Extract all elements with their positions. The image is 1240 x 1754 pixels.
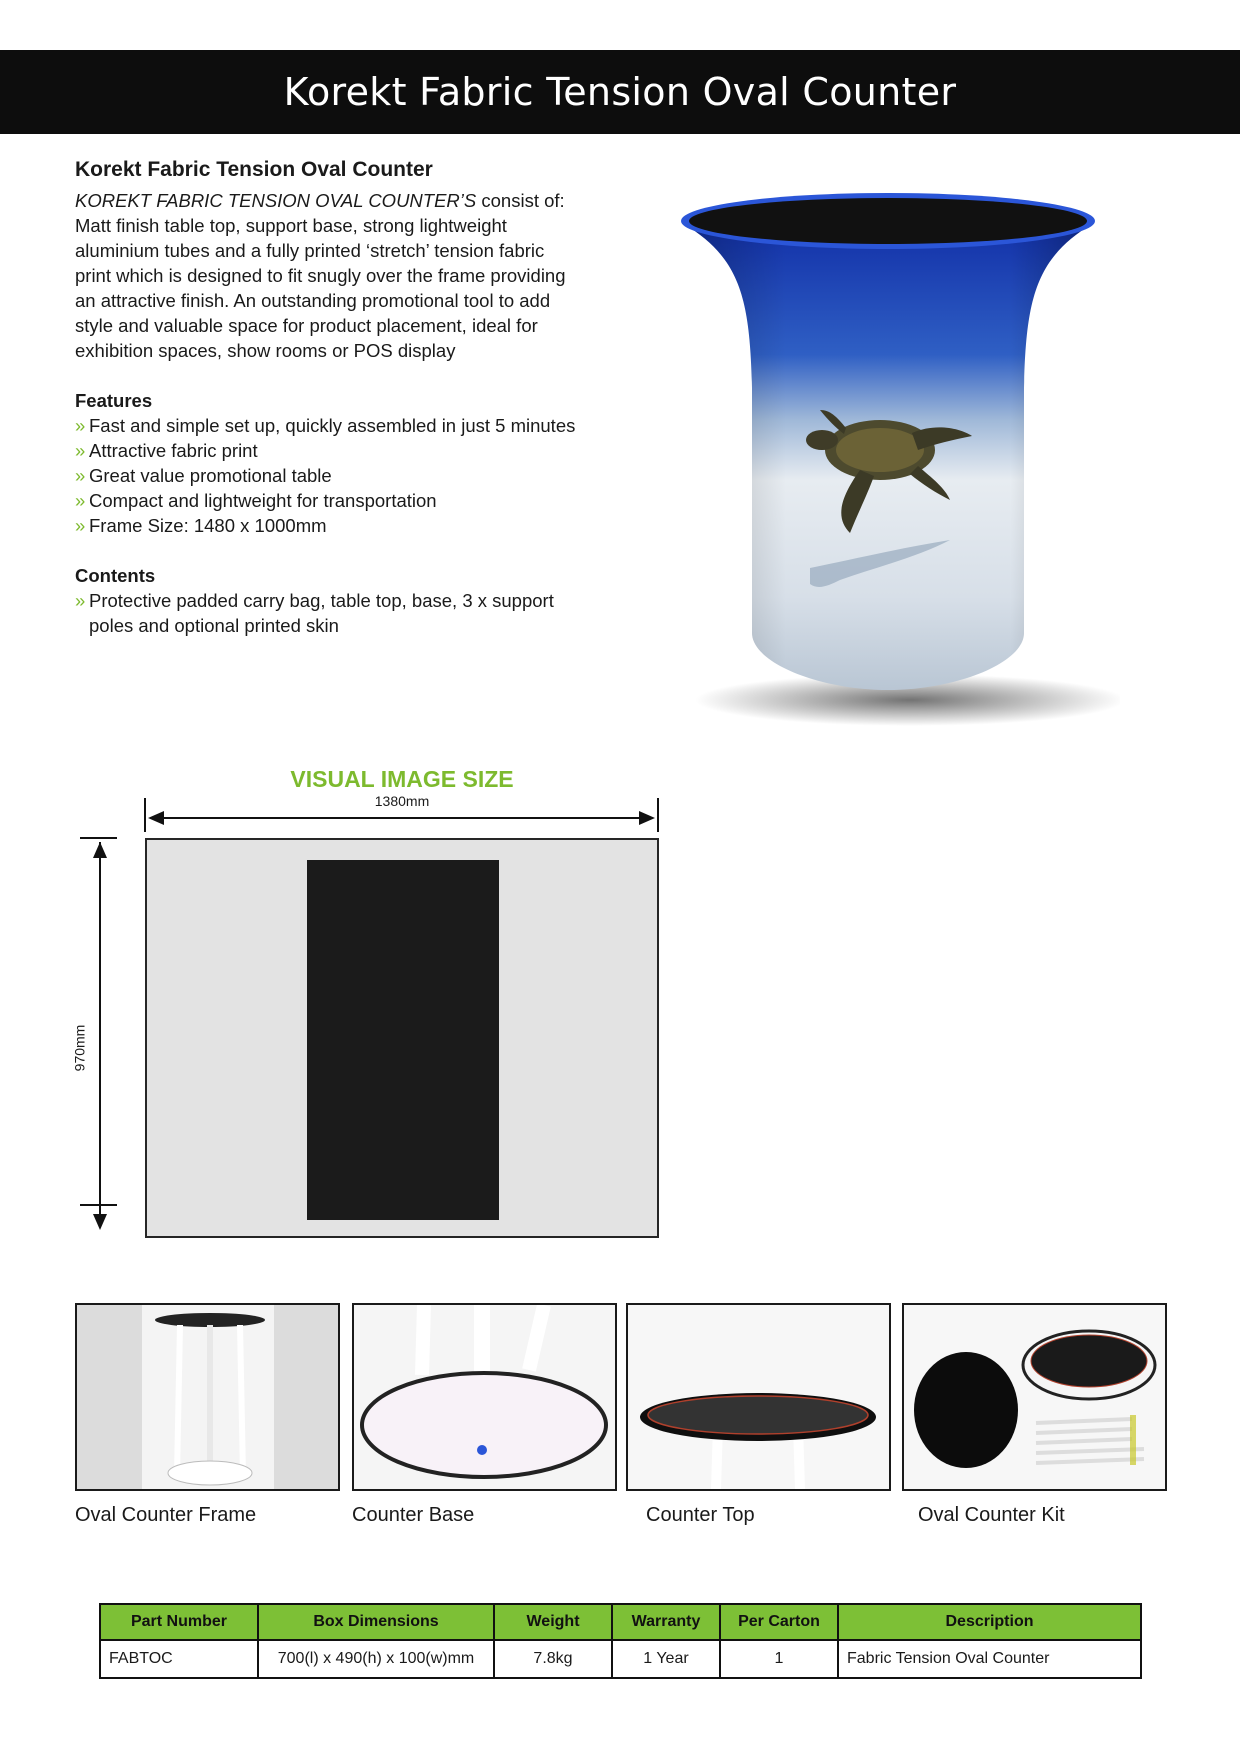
visual-image-size-title: VISUAL IMAGE SIZE — [290, 766, 514, 792]
bullet-icon: » — [75, 515, 86, 536]
column-header: Box Dimensions — [258, 1604, 494, 1640]
counter-top-image — [626, 1303, 891, 1491]
features-heading: Features — [75, 390, 153, 411]
intro-section — [75, 157, 585, 638]
column-header: Part Number — [100, 1604, 258, 1640]
table-cell: 7.8kg — [494, 1640, 612, 1678]
intro-body: consist of: Matt finish table top, support base, strong lightweight aluminium tubes and a fully printed ‘stretch’ tension fabric print which is designed to fit snugly over the frame providing an attractive finish. An outstanding promotional tool to add style and valuable space for product placement, ideal for exhibition spaces, show rooms or POS display — [75, 190, 566, 361]
oval-counter-image — [660, 188, 1120, 728]
bullet-icon: » — [75, 490, 86, 511]
header-bar — [0, 50, 1240, 134]
thumb-caption: Counter Top — [646, 1504, 755, 1526]
features-list — [75, 413, 585, 538]
table-cell: Fabric Tension Oval Counter — [838, 1640, 1141, 1678]
intro-heading: Korekt Fabric Tension Oval Counter — [75, 158, 433, 181]
width-dimension-label: 1380mm — [374, 793, 430, 809]
table-cell: 1 — [720, 1640, 838, 1678]
contents-heading: Contents — [75, 565, 156, 586]
feature-item: » Great value promotional table — [75, 465, 332, 486]
contents-item: » Protective padded carry bag, table top, base, 3 x support poles and optional printed skin — [75, 590, 554, 636]
column-header: Warranty — [612, 1604, 720, 1640]
table-cell: 700(l) x 490(h) x 100(w)mm — [258, 1640, 494, 1678]
intro-paragraph — [75, 188, 585, 363]
feature-item: » Frame Size: 1480 x 1000mm — [75, 515, 327, 536]
contents-list — [75, 588, 585, 638]
bullet-icon: » — [75, 440, 86, 461]
column-header: Description — [838, 1604, 1141, 1640]
thumb-caption: Counter Base — [352, 1504, 475, 1526]
column-header: Per Carton — [720, 1604, 838, 1640]
oval-counter-kit-image — [902, 1303, 1167, 1491]
table-cell: FABTOC — [100, 1640, 258, 1678]
spec-table — [99, 1603, 1142, 1679]
feature-item: » Attractive fabric print — [75, 440, 258, 461]
table-header-row — [100, 1604, 1141, 1640]
visual-image-area — [145, 838, 659, 1238]
bullet-icon: » — [75, 415, 86, 436]
intro-lead: KOREKT FABRIC TENSION OVAL COUNTER’S — [75, 190, 477, 211]
table-cell: 1 Year — [612, 1640, 720, 1678]
page-title: Korekt Fabric Tension Oval Counter — [283, 70, 957, 114]
thumb-caption: Oval Counter Frame — [75, 1504, 257, 1526]
thumb-caption: Oval Counter Kit — [918, 1504, 1065, 1526]
counter-base-image — [352, 1303, 617, 1491]
bullet-icon: » — [75, 465, 86, 486]
bullet-icon: » — [75, 590, 86, 611]
table-row — [100, 1640, 1141, 1678]
feature-item: » Fast and simple set up, quickly assembled in just 5 minutes — [75, 415, 576, 436]
visual-image-panel — [307, 860, 499, 1220]
height-dimension-label: 970mm — [71, 1024, 88, 1072]
feature-item: » Compact and lightweight for transportation — [75, 490, 437, 511]
column-header: Weight — [494, 1604, 612, 1640]
oval-counter-frame-image — [75, 1303, 340, 1491]
